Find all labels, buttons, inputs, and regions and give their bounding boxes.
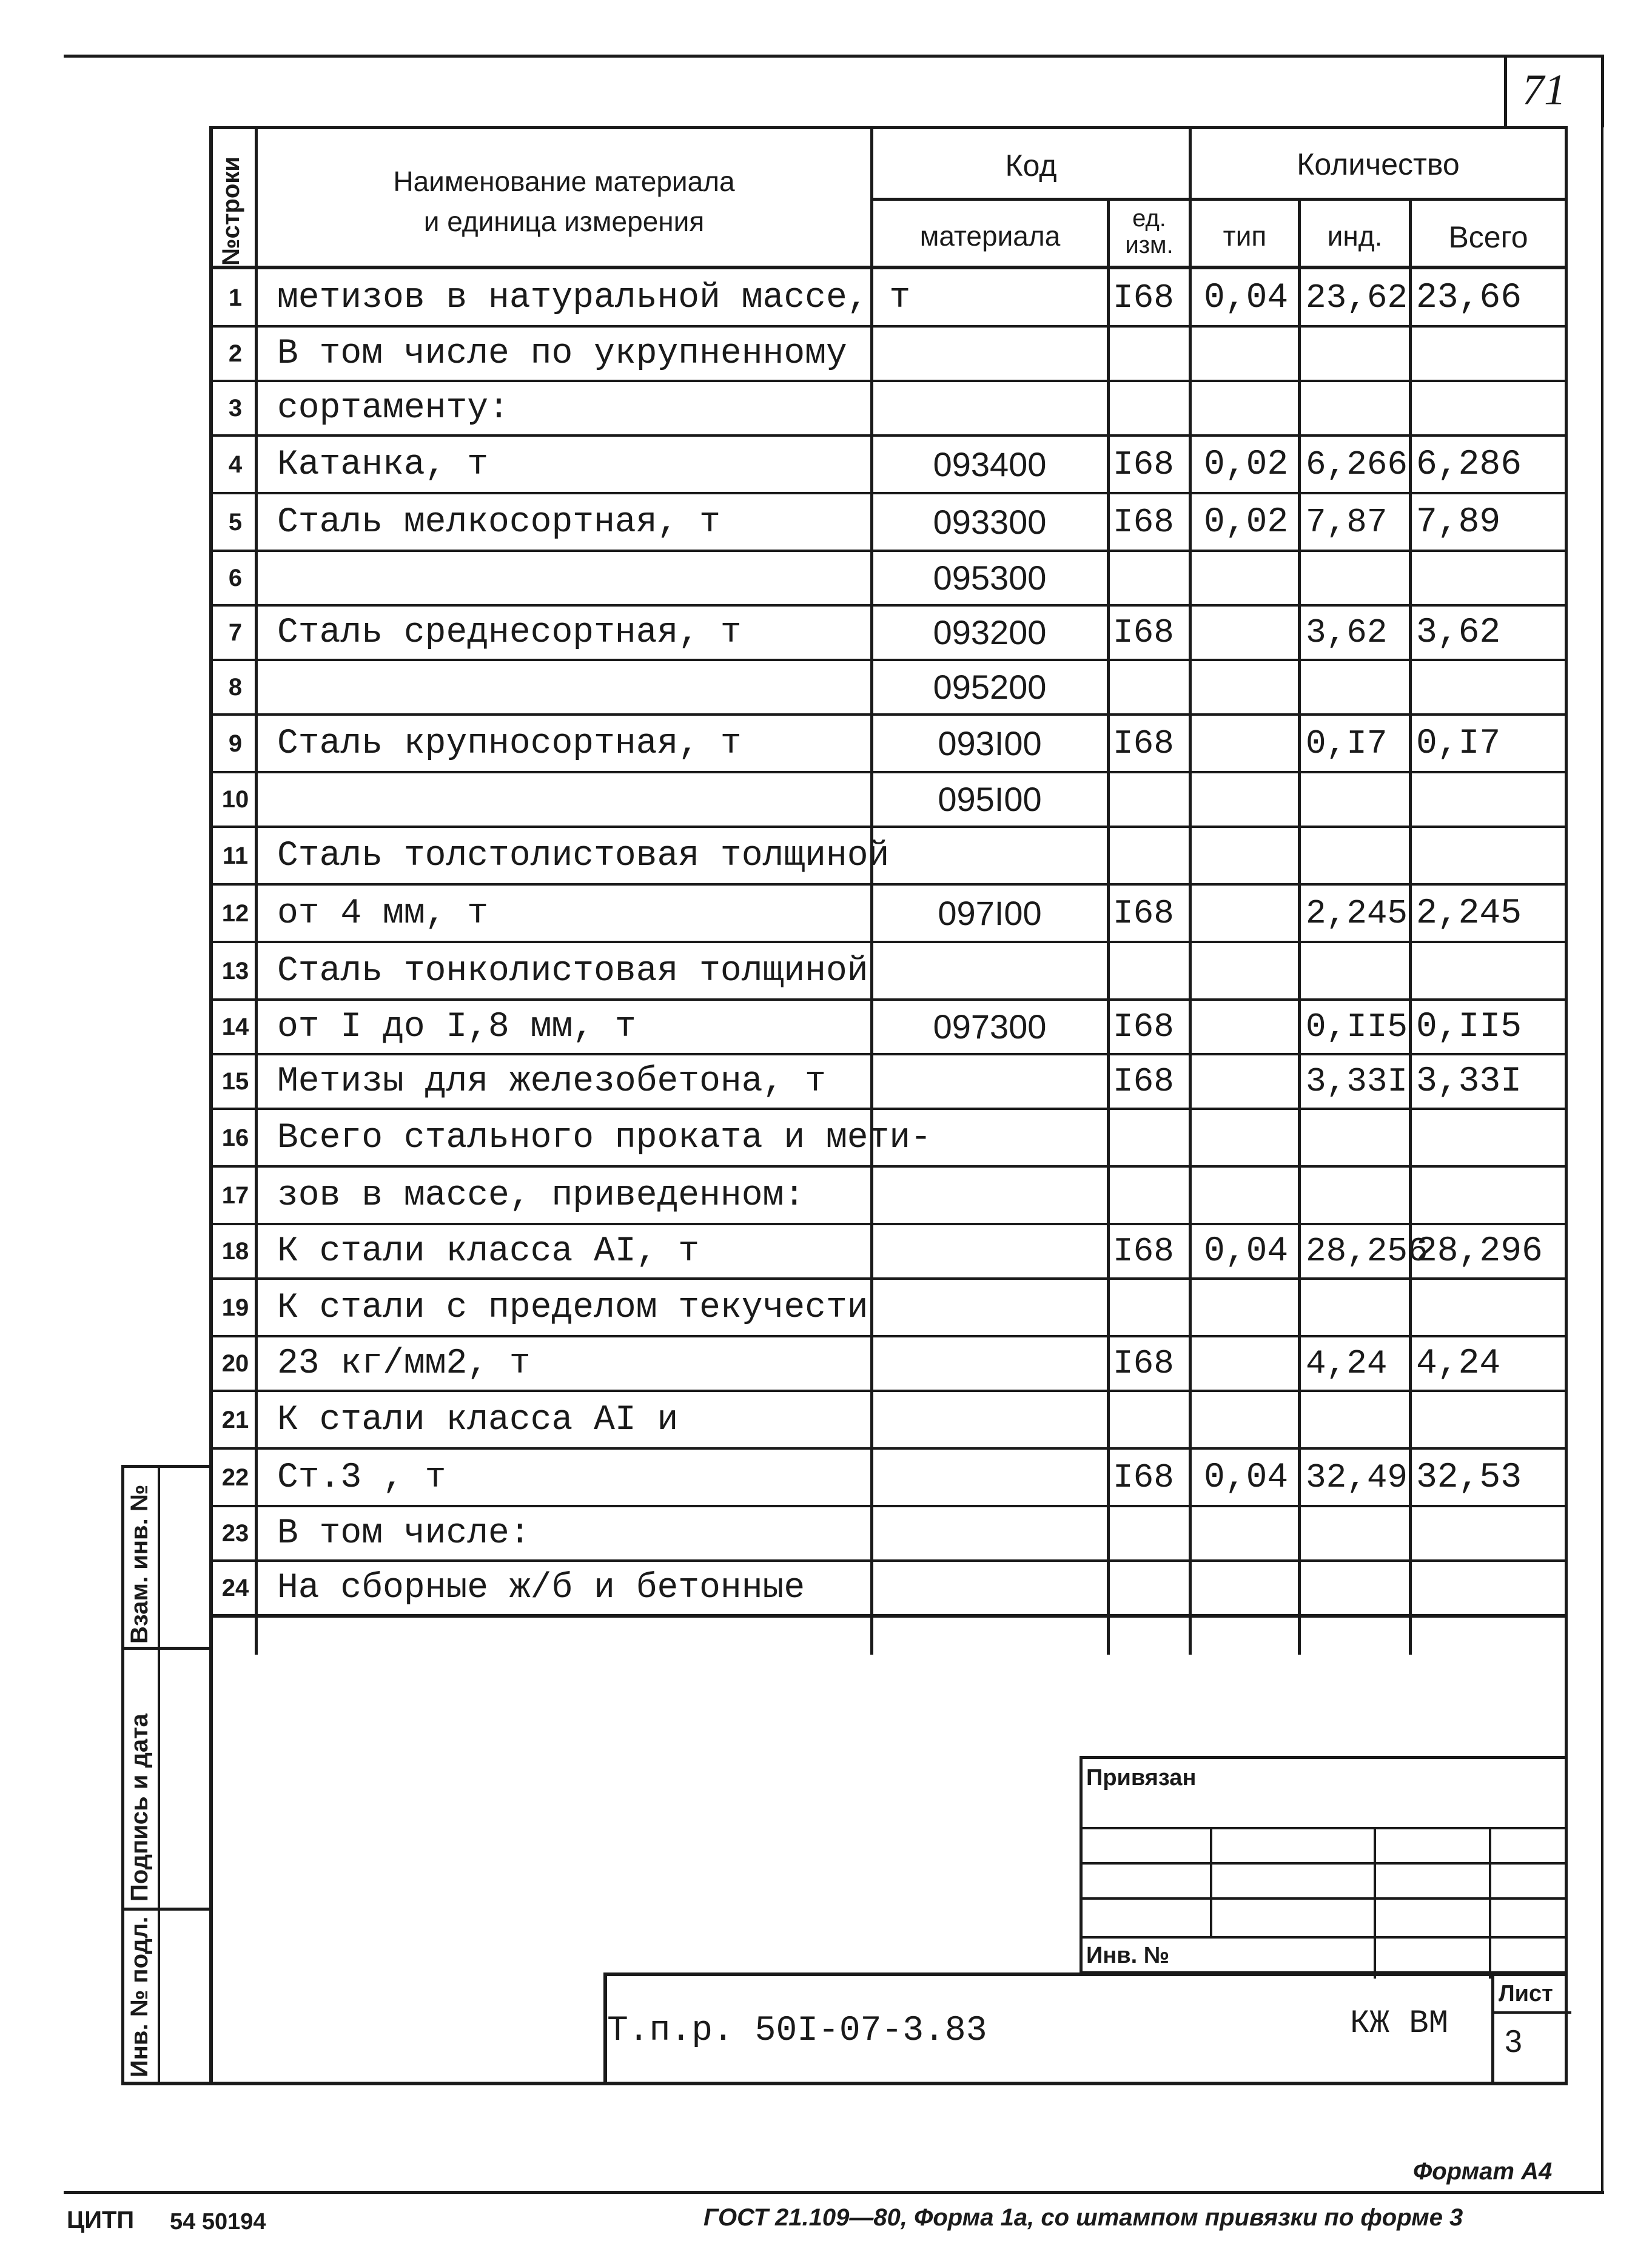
header-quantity: Количество	[1297, 147, 1460, 181]
row-rule	[209, 771, 1568, 773]
side-stamp-outer	[121, 1465, 124, 2085]
side-stamp-inner	[158, 1465, 160, 2085]
title-block	[603, 1972, 1568, 2085]
material-code: 097I00	[938, 894, 1042, 932]
unit-code: I68	[1113, 445, 1174, 484]
list-box-rule	[1491, 2011, 1571, 2014]
header-mid-rule	[870, 198, 1565, 201]
row-number: 13	[221, 958, 249, 984]
doc-mark: КЖ ВМ	[1350, 2005, 1449, 2042]
unit-code: I68	[1113, 1344, 1174, 1383]
material-name: В том числе:	[277, 1514, 531, 1553]
row-rule	[209, 1505, 1568, 1507]
material-name: от I до I,8 мм, т	[277, 1007, 636, 1047]
side-stamp-div1	[121, 1647, 209, 1650]
row-rule	[209, 883, 1568, 886]
header-name-line1: Наименование материала	[393, 166, 735, 197]
material-name: зов в массе, приведенном:	[277, 1176, 805, 1216]
col-line-typ	[1298, 199, 1301, 1655]
privyazan-col1	[1210, 1827, 1212, 1936]
row-rule	[209, 325, 1568, 328]
qty-ind: 3,62	[1306, 613, 1388, 652]
qty-type: 0,02	[1204, 503, 1289, 542]
material-name: сортаменту:	[277, 389, 509, 428]
footer-gost: ГОСТ 21.109—80, Форма 1а, со штампом привязки по форме 3	[703, 2204, 1463, 2231]
material-name: от 4 мм, т	[277, 894, 489, 933]
row-rule	[209, 941, 1568, 943]
unit-code: I68	[1113, 503, 1174, 542]
list-label: Лист	[1499, 1981, 1553, 2006]
footer-format: Формат А4	[1413, 2158, 1553, 2185]
side-stamp-vzam: Взам. инв. №	[126, 1484, 153, 1644]
row-number: 16	[221, 1125, 249, 1151]
row-number: 21	[221, 1407, 249, 1433]
qty-ind: 0,I7	[1306, 724, 1388, 763]
side-stamp-inv-podl: Инв. № подл.	[126, 1916, 153, 2077]
unit-code: I68	[1113, 724, 1174, 763]
qty-total: 23,66	[1416, 278, 1522, 318]
unit-code: I68	[1113, 613, 1174, 652]
material-code: 093300	[933, 503, 1047, 541]
qty-total: 32,53	[1416, 1458, 1522, 1498]
row-rule	[209, 1223, 1568, 1225]
material-name: К стали класса AI и	[277, 1401, 679, 1440]
side-stamp-podpis: Подпись и дата	[126, 1713, 153, 1902]
side-stamp	[121, 1465, 209, 2085]
materials-table	[209, 126, 1568, 1655]
row-number: 9	[228, 730, 243, 757]
footer-right-edge	[1601, 127, 1603, 2193]
material-name: К стали класса AI, т	[277, 1232, 700, 1271]
row-rule	[209, 434, 1568, 437]
qty-total: 4,24	[1416, 1344, 1501, 1384]
qty-type: 0,02	[1204, 445, 1289, 485]
row-number: 10	[221, 786, 249, 813]
material-name: Сталь мелкосортная, т	[277, 503, 720, 542]
row-rule	[209, 659, 1568, 661]
privyazan-rule2	[1083, 1862, 1568, 1865]
privyazan-rule4	[1083, 1936, 1568, 1939]
qty-ind: 2,245	[1306, 894, 1408, 933]
side-stamp-top	[121, 1465, 209, 1468]
row-rule	[209, 492, 1568, 494]
qty-type: 0,04	[1204, 1232, 1289, 1271]
qty-total: 3,62	[1416, 613, 1501, 653]
privyazan-col3	[1489, 1827, 1491, 1979]
row-number: 24	[221, 1575, 249, 1601]
row-rule	[209, 998, 1568, 1001]
unit-code: I68	[1113, 894, 1174, 933]
header-qty-ind: инд.	[1327, 220, 1383, 252]
header-unit-line2: изм.	[1125, 232, 1174, 258]
sheet-mark-box-left	[1504, 55, 1507, 127]
privyazan-rule3	[1083, 1897, 1568, 1900]
row-number: 5	[228, 509, 243, 536]
row-rule	[209, 1165, 1568, 1168]
material-name: К стали с пределом текучести	[277, 1288, 868, 1328]
material-code: 093200	[933, 613, 1047, 651]
header-unit-line1: ед.	[1132, 205, 1166, 232]
row-number: 14	[221, 1014, 249, 1040]
row-rule	[209, 550, 1568, 552]
material-name: Всего стального проката и мети-	[277, 1118, 932, 1158]
material-code: 095200	[933, 668, 1047, 706]
unit-code: I68	[1113, 278, 1174, 317]
qty-total: 6,286	[1416, 445, 1522, 485]
qty-type: 0,04	[1204, 278, 1289, 318]
row-rule	[209, 1335, 1568, 1337]
col-line-unit	[1189, 126, 1192, 1655]
row-number: 1	[228, 284, 243, 311]
header-qty-type: тип	[1223, 220, 1267, 252]
material-code: 097300	[933, 1007, 1047, 1046]
col-line-ind	[1409, 199, 1412, 1655]
material-name: Катанка, т	[277, 445, 489, 485]
row-rule	[209, 1277, 1568, 1280]
header-code-material: материала	[919, 220, 1061, 252]
privyazan-title: Привязан	[1086, 1765, 1197, 1791]
qty-ind: 3,33I	[1306, 1062, 1408, 1101]
row-number: 20	[221, 1350, 249, 1377]
unit-code: I68	[1113, 1007, 1174, 1046]
material-name: Сталь крупносортная, т	[277, 724, 742, 764]
row-number: 6	[228, 565, 243, 591]
row-number: 4	[228, 451, 243, 478]
header-bottom-rule	[209, 266, 1568, 269]
qty-total: 2,245	[1416, 894, 1522, 933]
row-number: 8	[228, 674, 243, 701]
header-row-no: №строки	[218, 156, 244, 266]
header-qty-total: Всего	[1448, 220, 1528, 254]
qty-total: 3,33I	[1416, 1062, 1522, 1101]
row-number: 23	[221, 1520, 249, 1547]
material-name: В том числе по укрупненному	[277, 334, 847, 374]
material-name: На сборные ж/б и бетонные	[277, 1569, 805, 1608]
sheet-mark-box-right	[1601, 55, 1604, 127]
privyazan-col2	[1374, 1827, 1376, 1979]
material-name: метизов в натуральной массе, т	[277, 278, 911, 318]
row-number: 22	[221, 1464, 249, 1491]
qty-ind: 4,24	[1306, 1344, 1388, 1383]
sheet-mark: 71	[1522, 66, 1566, 114]
qty-ind: 0,II5	[1306, 1007, 1408, 1046]
unit-code: I68	[1113, 1062, 1174, 1101]
qty-ind: 32,49	[1306, 1458, 1408, 1497]
material-code: 095300	[933, 559, 1047, 597]
row-number: 19	[221, 1294, 249, 1321]
header-code: Код	[1005, 149, 1057, 183]
privyazan-stamp	[1080, 1756, 1568, 1974]
col-line-name	[870, 126, 873, 1655]
material-code: 095I00	[938, 780, 1042, 818]
qty-ind: 23,62	[1306, 278, 1408, 317]
list-box-left	[1491, 1976, 1494, 2085]
material-name: Сталь тонколистовая толщиной	[277, 952, 868, 991]
material-code: 093400	[933, 445, 1047, 483]
qty-total: 0,II5	[1416, 1007, 1522, 1047]
qty-ind: 7,87	[1306, 503, 1388, 542]
qty-ind: 28,256	[1306, 1232, 1428, 1271]
qty-total: 0,I7	[1416, 724, 1501, 764]
qty-type: 0,04	[1204, 1458, 1289, 1498]
row-rule	[209, 1108, 1568, 1110]
row-number: 7	[228, 619, 243, 646]
doc-number: Т.п.р. 50I-07-3.83	[607, 2011, 987, 2051]
footer-code: 54 50194	[170, 2209, 266, 2235]
privyazan-inv: Инв. №	[1086, 1943, 1170, 1968]
material-name: Сталь среднесортная, т	[277, 613, 742, 653]
header-name-line2: и единица измерения	[423, 206, 705, 237]
row-rule	[209, 713, 1568, 716]
material-name: Ст.3 , т	[277, 1458, 446, 1498]
footer-citp: ЦИТП	[67, 2207, 135, 2233]
row-number: 18	[221, 1238, 249, 1265]
material-code: 093I00	[938, 724, 1042, 762]
side-stamp-div2	[121, 1908, 209, 1911]
top-rule	[64, 55, 1604, 58]
row-rule	[209, 1559, 1568, 1562]
qty-ind: 6,266	[1306, 445, 1408, 484]
row-rule	[209, 380, 1568, 382]
row-rule	[209, 826, 1568, 828]
qty-total: 28,296	[1416, 1232, 1543, 1271]
material-name: Метизы для железобетона, т	[277, 1062, 826, 1101]
row-rule	[209, 1053, 1568, 1055]
row-number: 12	[221, 900, 249, 927]
row-number: 2	[228, 340, 243, 367]
unit-code: I68	[1113, 1232, 1174, 1271]
row-number: 11	[222, 842, 249, 869]
row-rule	[209, 1447, 1568, 1450]
unit-code: I68	[1113, 1458, 1174, 1497]
row-number: 15	[221, 1068, 249, 1095]
row-number: 3	[228, 395, 243, 422]
row-number: 17	[221, 1182, 249, 1209]
qty-total: 7,89	[1416, 503, 1501, 542]
row-rule	[209, 1390, 1568, 1392]
footer-rule	[64, 2191, 1604, 2194]
list-number: 3	[1505, 2024, 1522, 2059]
row-rule	[209, 604, 1568, 607]
bottom-rule	[121, 2082, 1568, 2085]
row-rule	[209, 1614, 1568, 1618]
material-name: Сталь толстолистовая толщиной	[277, 836, 890, 876]
privyazan-rule1	[1083, 1827, 1568, 1829]
material-name: 23 кг/мм2, т	[277, 1344, 531, 1384]
